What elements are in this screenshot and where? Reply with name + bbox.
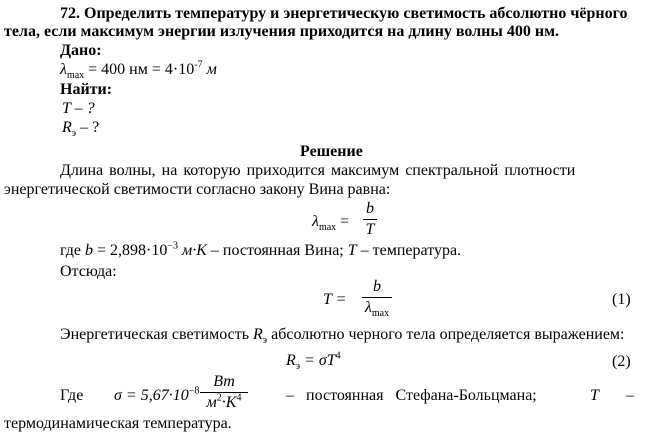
where2-text: – постоянная Стефана-Больцмана; — [286, 387, 537, 404]
where1-text2: – температура. — [360, 242, 462, 259]
eq1-fraction — [362, 278, 392, 320]
where2-sigma-text: σ = 5,67·10 — [114, 387, 189, 404]
wien-fraction — [363, 201, 377, 238]
p2-r-sub: э — [262, 335, 268, 347]
where2-dash: – — [626, 387, 634, 404]
where1-prefix: где — [60, 242, 82, 259]
where2-exp: −8 — [188, 385, 200, 397]
where2-den-k-exp: 4 — [236, 392, 242, 404]
p2-prefix: Энергетическая светимость — [60, 326, 250, 343]
where1-exp: −3 — [167, 240, 179, 252]
lambda-value: = 400 нм = 4·10 — [88, 61, 195, 78]
where2-sigma — [114, 385, 200, 404]
p1-line-2: энергетической светимости согласно закону Вина равна: — [4, 181, 391, 198]
solution-heading: Решение — [300, 143, 363, 160]
wien-den: T — [365, 221, 375, 238]
hence: Отсюда: — [60, 263, 117, 280]
eq2-lhs-sub: э — [295, 361, 301, 373]
task-line-2: тела, если максимум энергии излучения приходится на длину волны 400 нм. — [4, 23, 559, 40]
lambda-symbol: λ — [60, 61, 67, 78]
eq1-bar — [362, 297, 392, 298]
find-r-rest: – ? — [80, 119, 100, 136]
eq1-lhs: T = — [323, 291, 347, 308]
where1-t: T — [347, 242, 357, 259]
task-line-1: 72. Определить температуру и энергетическую светимость абсолютно чёрного — [60, 5, 628, 22]
eq1-den-lambda: λ — [364, 299, 372, 316]
lambda-unit: м — [206, 61, 217, 78]
where2-t: T — [590, 387, 599, 404]
wien-sub: max — [318, 222, 337, 234]
p2-suffix: абсолютно черного тела определяется выражением: — [271, 326, 625, 343]
wien-bar — [363, 219, 377, 220]
where1-b: b — [85, 242, 94, 259]
lambda-sub: max — [66, 70, 85, 82]
given-heading: Дано: — [60, 42, 102, 59]
find-t: T – ? — [62, 100, 95, 117]
find-r-symbol: R — [62, 119, 72, 136]
where2-fraction — [200, 374, 248, 411]
wien-lhs — [312, 213, 350, 234]
eq2-lhs: R — [286, 352, 296, 369]
where1-value: = 2,898·10 — [97, 242, 168, 259]
where2-den-k: ·K — [221, 394, 237, 411]
eq2-label: (2) — [612, 353, 631, 370]
eq2 — [286, 350, 341, 373]
lambda-exp: -7 — [194, 59, 203, 71]
where1-text: – постоянная Вина; — [210, 242, 344, 259]
where2-den-m: м — [206, 394, 217, 411]
given-lambda — [60, 59, 217, 82]
eq1-den-sub: max — [371, 308, 390, 320]
where2-prefix: Где — [60, 387, 84, 404]
eq1-num: b — [373, 278, 381, 295]
eq2-rhs-exp: 4 — [335, 350, 341, 362]
eq1-label: (1) — [612, 291, 631, 308]
find-heading: Найти: — [60, 81, 113, 98]
p2-line — [60, 326, 625, 347]
p1-line-1: Длина волны, на которую приходится максимум спектральной плотности — [60, 162, 576, 179]
where2-line-2: термодинамическая температура. — [4, 415, 232, 432]
eq2-rhs: = σT — [304, 352, 336, 369]
where2-num: Вт — [213, 373, 235, 390]
wien-eq: = — [340, 213, 350, 230]
where1-unit: м·K — [182, 242, 207, 259]
wien-num: b — [366, 200, 374, 217]
where2-den-m-exp: 2 — [216, 392, 222, 404]
find-r — [62, 119, 100, 140]
wien-lambda: λ — [312, 213, 319, 230]
where2-den — [200, 392, 248, 411]
eq1-den — [362, 299, 392, 320]
p2-r: R — [253, 326, 263, 343]
where1-line — [60, 240, 462, 259]
find-r-sub: э — [71, 128, 77, 140]
